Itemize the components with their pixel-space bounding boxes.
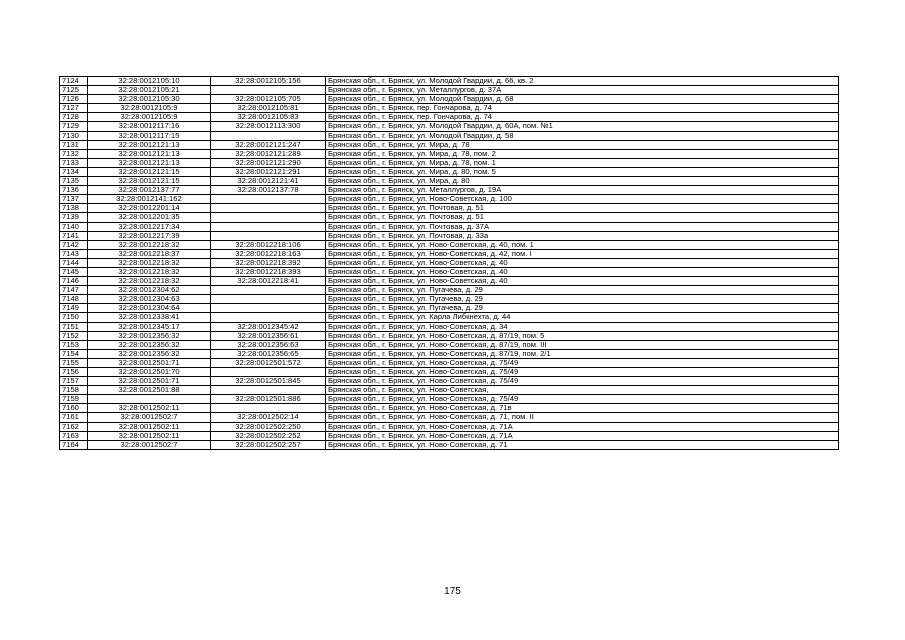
- table-row: [60, 240, 839, 249]
- address-cell: Брянская обл., г. Брянск, ул. Мира, д. 78: [326, 140, 839, 149]
- cadastral-number-cell: 32:28:0012105:21: [88, 86, 211, 95]
- address-cell: Брянская обл., г. Брянск, ул. Ново-Советская, д. 71А: [326, 422, 839, 431]
- table-row: [60, 313, 839, 322]
- address-cell: Брянская обл., г. Брянск, ул. Молодой Гвардии, д. 60А, пом. №1: [326, 122, 839, 131]
- table-row: [60, 377, 839, 386]
- table-row: [60, 349, 839, 358]
- object-cadastral-number-cell: 32:28:0012356:63: [211, 340, 326, 349]
- row-number-cell: 7150: [60, 313, 88, 322]
- cadastral-number-cell: 32:28:0012121:13: [88, 158, 211, 167]
- table-row: [60, 222, 839, 231]
- row-number-cell: 7127: [60, 104, 88, 113]
- object-cadastral-number-cell: [211, 313, 326, 322]
- address-cell: Брянская обл., г. Брянск, ул. Ново-Советская, д. 40: [326, 267, 839, 276]
- row-number-cell: 7153: [60, 340, 88, 349]
- object-cadastral-number-cell: [211, 368, 326, 377]
- cadastral-number-cell: 32:28:0012304:64: [88, 304, 211, 313]
- row-number-cell: 7128: [60, 113, 88, 122]
- object-cadastral-number-cell: 32:28:0012218:163: [211, 249, 326, 258]
- cadastral-number-cell: 32:28:0012356:32: [88, 331, 211, 340]
- row-number-cell: 7134: [60, 167, 88, 176]
- table-row: [60, 204, 839, 213]
- table-row: [60, 422, 839, 431]
- object-cadastral-number-cell: [211, 131, 326, 140]
- object-cadastral-number-cell: 32:28:0012105:705: [211, 95, 326, 104]
- address-cell: Брянская обл., г. Брянск, ул. Ново-Советская, д. 34: [326, 322, 839, 331]
- address-cell: Брянская обл., г. Брянск, ул. Пугачева, д. 29: [326, 304, 839, 313]
- row-number-cell: 7160: [60, 404, 88, 413]
- object-cadastral-number-cell: 32:28:0012502:257: [211, 440, 326, 449]
- row-number-cell: 7148: [60, 295, 88, 304]
- address-cell: Брянская обл., г. Брянск, ул. Почтовая, д. 51: [326, 204, 839, 213]
- object-cadastral-number-cell: [211, 231, 326, 240]
- row-number-cell: 7152: [60, 331, 88, 340]
- row-number-cell: 7157: [60, 377, 88, 386]
- row-number-cell: 7124: [60, 77, 88, 86]
- cadastral-number-cell: 32:28:0012218:32: [88, 277, 211, 286]
- object-cadastral-number-cell: 32:28:0012502:14: [211, 413, 326, 422]
- row-number-cell: 7147: [60, 286, 88, 295]
- table-row: [60, 267, 839, 276]
- object-cadastral-number-cell: 32:28:0012105:81: [211, 104, 326, 113]
- cadastral-number-cell: 32:28:0012502:7: [88, 413, 211, 422]
- page-number: 175: [444, 586, 461, 597]
- object-cadastral-number-cell: 32:28:0012501:886: [211, 395, 326, 404]
- cadastral-number-cell: 32:28:0012345:17: [88, 322, 211, 331]
- table-row: [60, 340, 839, 349]
- row-number-cell: 7133: [60, 158, 88, 167]
- cadastral-number-cell: 32:28:0012338:41: [88, 313, 211, 322]
- address-cell: Брянская обл., г. Брянск, ул. Ново-Советская, д. 40: [326, 258, 839, 267]
- object-cadastral-number-cell: [211, 286, 326, 295]
- cadastral-number-cell: 32:28:0012117:16: [88, 122, 211, 131]
- table-row: [60, 149, 839, 158]
- object-cadastral-number-cell: 32:28:0012502:252: [211, 431, 326, 440]
- cadastral-number-cell: 32:28:0012217:34: [88, 222, 211, 231]
- object-cadastral-number-cell: 32:28:0012501:572: [211, 358, 326, 367]
- cadastral-number-cell: 32:28:0012121:15: [88, 177, 211, 186]
- address-cell: Брянская обл., г. Брянск, ул. Ново-Советская, д. 75/49: [326, 377, 839, 386]
- table-row: [60, 322, 839, 331]
- cadastral-number-cell: 32:28:0012121:13: [88, 140, 211, 149]
- row-number-cell: 7159: [60, 395, 88, 404]
- cadastral-number-cell: 32:28:0012105:10: [88, 77, 211, 86]
- address-cell: Брянская обл., г. Брянск, ул. Молодой Гвардии, д. 68: [326, 95, 839, 104]
- row-number-cell: 7129: [60, 122, 88, 131]
- address-cell: Брянская обл., г. Брянск, ул. Ново-Советская,: [326, 386, 839, 395]
- address-cell: Брянская обл., г. Брянск, пер. Гончарова, д. 74: [326, 113, 839, 122]
- table-row: [60, 386, 839, 395]
- row-number-cell: 7149: [60, 304, 88, 313]
- object-cadastral-number-cell: 32:28:0012345:42: [211, 322, 326, 331]
- address-cell: Брянская обл., г. Брянск, ул. Мира, д. 78, пом. 2: [326, 149, 839, 158]
- cadastral-number-cell: 32:28:0012304:63: [88, 295, 211, 304]
- cadastral-number-cell: [88, 395, 211, 404]
- table-row: [60, 122, 839, 131]
- object-cadastral-number-cell: 32:28:0012218:41: [211, 277, 326, 286]
- row-number-cell: 7151: [60, 322, 88, 331]
- cadastral-number-cell: 32:28:0012501:71: [88, 377, 211, 386]
- table-row: [60, 213, 839, 222]
- address-cell: Брянская обл., г. Брянск, ул. Ново-Советская, д. 71: [326, 440, 839, 449]
- object-cadastral-number-cell: 32:28:0012121:247: [211, 140, 326, 149]
- object-cadastral-number-cell: 32:28:0012113:300: [211, 122, 326, 131]
- address-cell: Брянская обл., г. Брянск, ул. Пугачева, д. 29: [326, 286, 839, 295]
- cadastral-number-cell: 32:28:0012218:37: [88, 249, 211, 258]
- cadastral-number-cell: 32:28:0012105:30: [88, 95, 211, 104]
- cadastral-number-cell: 32:28:0012201:35: [88, 213, 211, 222]
- object-cadastral-number-cell: 32:28:0012121:291: [211, 167, 326, 176]
- object-cadastral-number-cell: 32:28:0012501:845: [211, 377, 326, 386]
- address-cell: Брянская обл., г. Брянск, ул. Ново-Советская, д. 40, пом. 1: [326, 240, 839, 249]
- object-cadastral-number-cell: [211, 86, 326, 95]
- cadastral-number-cell: 32:28:0012501:71: [88, 358, 211, 367]
- address-cell: Брянская обл., г. Брянск, ул. Ново-Советская, д. 100: [326, 195, 839, 204]
- row-number-cell: 7140: [60, 222, 88, 231]
- table-row: [60, 77, 839, 86]
- row-number-cell: 7125: [60, 86, 88, 95]
- row-number-cell: 7131: [60, 140, 88, 149]
- object-cadastral-number-cell: 32:28:0012356:61: [211, 331, 326, 340]
- row-number-cell: 7132: [60, 149, 88, 158]
- row-number-cell: 7137: [60, 195, 88, 204]
- row-number-cell: 7145: [60, 267, 88, 276]
- address-cell: Брянская обл., г. Брянск, ул. Мира, д. 78, пом. 1: [326, 158, 839, 167]
- address-cell: Брянская обл., г. Брянск, ул. Ново-Советская, д. 71А: [326, 431, 839, 440]
- table-row: [60, 331, 839, 340]
- cadastral-number-cell: 32:28:0012105:9: [88, 113, 211, 122]
- table-row: [60, 258, 839, 267]
- row-number-cell: 7144: [60, 258, 88, 267]
- object-cadastral-number-cell: [211, 304, 326, 313]
- object-cadastral-number-cell: 32:28:0012105:156: [211, 77, 326, 86]
- address-cell: Брянская обл., г. Брянск, ул. Пугачева, д. 29: [326, 295, 839, 304]
- cadastral-number-cell: 32:28:0012501:70: [88, 368, 211, 377]
- address-cell: Брянская обл., г. Брянск, ул. Карла Либкнехта, д. 44: [326, 313, 839, 322]
- table-row: [60, 277, 839, 286]
- address-cell: Брянская обл., г. Брянск, ул. Ново-Советская, д. 75/49: [326, 358, 839, 367]
- row-number-cell: 7130: [60, 131, 88, 140]
- object-cadastral-number-cell: [211, 295, 326, 304]
- table-row: [60, 440, 839, 449]
- cadastral-number-cell: 32:28:0012121:15: [88, 167, 211, 176]
- table-row: [60, 231, 839, 240]
- address-cell: Брянская обл., г. Брянск, ул. Ново-Советская, д. 42, пом. I: [326, 249, 839, 258]
- address-cell: Брянская обл., г. Брянск, ул. Металлургов, д. 19А: [326, 186, 839, 195]
- address-cell: Брянская обл., г. Брянск, ул. Ново-Советская, д. 71, пом. II: [326, 413, 839, 422]
- address-cell: Брянская обл., г. Брянск, ул. Ново-Советская, д. 87/19, пом. 2/1: [326, 349, 839, 358]
- object-cadastral-number-cell: 32:28:0012356:65: [211, 349, 326, 358]
- table-row: [60, 140, 839, 149]
- table-row: [60, 295, 839, 304]
- address-cell: Брянская обл., г. Брянск, ул. Молодой Гвардии, д. 66, кв. 2: [326, 77, 839, 86]
- row-number-cell: 7146: [60, 277, 88, 286]
- cadastral-number-cell: 32:28:0012502:11: [88, 422, 211, 431]
- cadastral-number-cell: 32:28:0012356:32: [88, 349, 211, 358]
- cadastral-number-cell: 32:28:0012502:11: [88, 404, 211, 413]
- address-cell: Брянская обл., г. Брянск, пер. Гончарова, д. 74: [326, 104, 839, 113]
- row-number-cell: 7164: [60, 440, 88, 449]
- address-cell: Брянская обл., г. Брянск, ул. Ново-Советская, д. 75/49: [326, 395, 839, 404]
- cadastral-number-cell: 32:28:0012218:32: [88, 258, 211, 267]
- address-cell: Брянская обл., г. Брянск, ул. Ново-Советская, д. 40: [326, 277, 839, 286]
- address-cell: Брянская обл., г. Брянск, ул. Ново-Советская, д. 87/19, пом. III: [326, 340, 839, 349]
- row-number-cell: 7154: [60, 349, 88, 358]
- registry-table-body: [60, 77, 839, 450]
- object-cadastral-number-cell: [211, 213, 326, 222]
- row-number-cell: 7163: [60, 431, 88, 440]
- row-number-cell: 7138: [60, 204, 88, 213]
- table-row: [60, 131, 839, 140]
- row-number-cell: 7142: [60, 240, 88, 249]
- address-cell: Брянская обл., г. Брянск, ул. Металлургов, д. 37А: [326, 86, 839, 95]
- row-number-cell: 7141: [60, 231, 88, 240]
- cadastral-number-cell: 32:28:0012502:11: [88, 431, 211, 440]
- table-row: [60, 95, 839, 104]
- table-row: [60, 177, 839, 186]
- row-number-cell: 7136: [60, 186, 88, 195]
- row-number-cell: 7155: [60, 358, 88, 367]
- address-cell: Брянская обл., г. Брянск, ул. Мира, д. 80, пом. 5: [326, 167, 839, 176]
- table-row: [60, 304, 839, 313]
- cadastral-number-cell: 32:28:0012141:162: [88, 195, 211, 204]
- object-cadastral-number-cell: 32:28:0012121:290: [211, 158, 326, 167]
- address-cell: Брянская обл., г. Брянск, ул. Почтовая, д. 37А: [326, 222, 839, 231]
- table-row: [60, 104, 839, 113]
- cadastral-number-cell: 32:28:0012217:39: [88, 231, 211, 240]
- address-cell: Брянская обл., г. Брянск, ул. Ново-Советская, д. 75/49: [326, 368, 839, 377]
- row-number-cell: 7139: [60, 213, 88, 222]
- cadastral-number-cell: 32:28:0012105:9: [88, 104, 211, 113]
- address-cell: Брянская обл., г. Брянск, ул. Ново-Советская, д. 87/19, пом. 5: [326, 331, 839, 340]
- object-cadastral-number-cell: 32:28:0012218:392: [211, 258, 326, 267]
- cadastral-number-cell: 32:28:0012121:13: [88, 149, 211, 158]
- table-row: [60, 195, 839, 204]
- object-cadastral-number-cell: 32:28:0012137:78: [211, 186, 326, 195]
- cadastral-number-cell: 32:28:0012218:32: [88, 240, 211, 249]
- table-row: [60, 395, 839, 404]
- object-cadastral-number-cell: [211, 386, 326, 395]
- object-cadastral-number-cell: 32:28:0012502:250: [211, 422, 326, 431]
- table-row: [60, 167, 839, 176]
- object-cadastral-number-cell: 32:28:0012218:106: [211, 240, 326, 249]
- row-number-cell: 7143: [60, 249, 88, 258]
- table-row: [60, 431, 839, 440]
- cadastral-number-cell: 32:28:0012218:32: [88, 267, 211, 276]
- address-cell: Брянская обл., г. Брянск, ул. Почтовая, д. 33а: [326, 231, 839, 240]
- row-number-cell: 7126: [60, 95, 88, 104]
- table-row: [60, 286, 839, 295]
- cadastral-number-cell: 32:28:0012304:62: [88, 286, 211, 295]
- address-cell: Брянская обл., г. Брянск, ул. Ново-Советская, д. 71в: [326, 404, 839, 413]
- cadastral-number-cell: 32:28:0012502:7: [88, 440, 211, 449]
- object-cadastral-number-cell: 32:28:0012218:393: [211, 267, 326, 276]
- table-row: [60, 368, 839, 377]
- cadastral-number-cell: 32:28:0012201:14: [88, 204, 211, 213]
- cadastral-number-cell: 32:28:0012356:32: [88, 340, 211, 349]
- object-cadastral-number-cell: 32:28:0012105:83: [211, 113, 326, 122]
- registry-table: [59, 76, 839, 450]
- address-cell: Брянская обл., г. Брянск, ул. Почтовая, д. 51: [326, 213, 839, 222]
- row-number-cell: 7158: [60, 386, 88, 395]
- object-cadastral-number-cell: [211, 404, 326, 413]
- table-row: [60, 413, 839, 422]
- cadastral-number-cell: 32:28:0012501:88: [88, 386, 211, 395]
- table-row: [60, 186, 839, 195]
- table-row: [60, 358, 839, 367]
- cadastral-number-cell: 32:28:0012137:77: [88, 186, 211, 195]
- row-number-cell: 7161: [60, 413, 88, 422]
- table-row: [60, 249, 839, 258]
- table-row: [60, 404, 839, 413]
- row-number-cell: 7162: [60, 422, 88, 431]
- object-cadastral-number-cell: 32:28:0012121:289: [211, 149, 326, 158]
- object-cadastral-number-cell: [211, 204, 326, 213]
- object-cadastral-number-cell: [211, 222, 326, 231]
- table-row: [60, 86, 839, 95]
- cadastral-number-cell: 32:28:0012117:15: [88, 131, 211, 140]
- row-number-cell: 7135: [60, 177, 88, 186]
- table-row: [60, 113, 839, 122]
- object-cadastral-number-cell: 32:28:0012121:41: [211, 177, 326, 186]
- address-cell: Брянская обл., г. Брянск, ул. Мира, д. 80: [326, 177, 839, 186]
- object-cadastral-number-cell: [211, 195, 326, 204]
- table-row: [60, 158, 839, 167]
- row-number-cell: 7156: [60, 368, 88, 377]
- address-cell: Брянская обл., г. Брянск, ул. Молодой Гвардии, д. 58: [326, 131, 839, 140]
